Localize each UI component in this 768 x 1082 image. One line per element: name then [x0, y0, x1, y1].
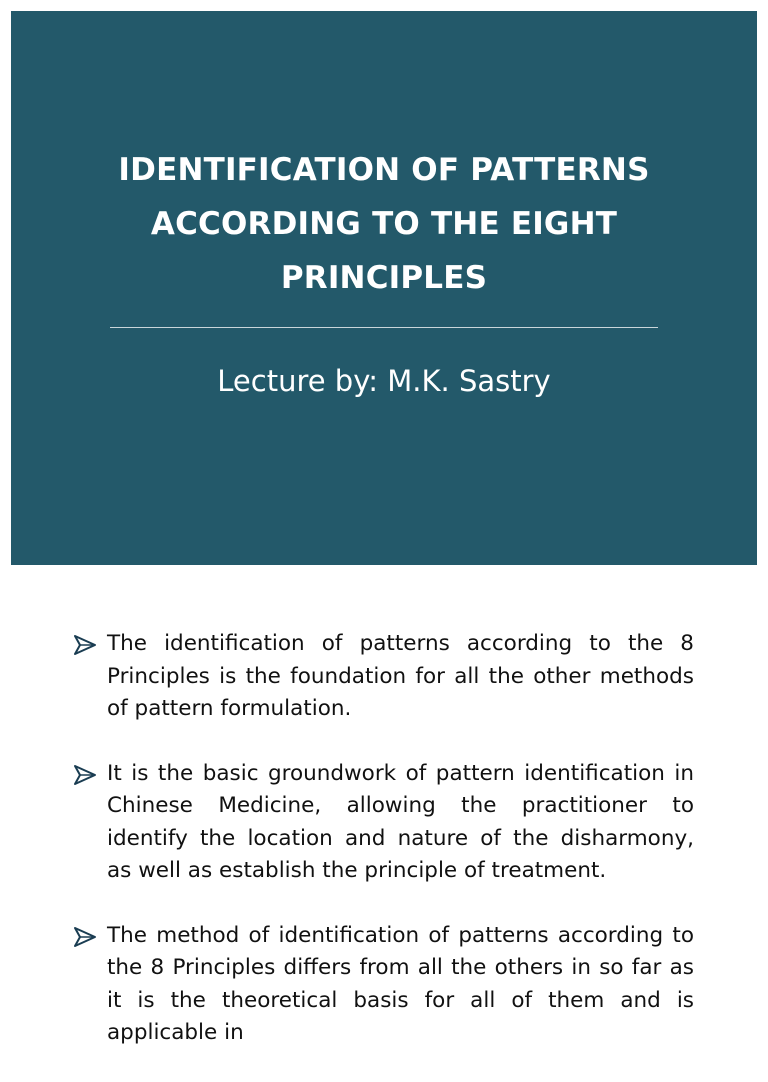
bullet-text-line: Chinese Medicine, allowing the practitioner to: [107, 793, 694, 818]
slide-title-line: ACCORDING TO THE EIGHT: [150, 206, 618, 242]
bullet-item: [72, 758, 694, 888]
page-edge: [758, 11, 768, 565]
bullet-text-line: the 8 Principles differs from all the others in so far as: [107, 955, 694, 980]
bullet-text-line: It is the basic groundwork of pattern identification in: [107, 760, 694, 786]
bullet-item: [72, 628, 694, 726]
bullet-list: [72, 628, 694, 1082]
bullet-item: [72, 920, 694, 1050]
arrowhead-bullet-icon: [74, 635, 96, 655]
bullet-text-line: as well as establish the principle of treatment.: [107, 858, 607, 883]
slide-title-line: IDENTIFICATION OF PATTERNS: [118, 152, 650, 188]
arrowhead-bullet-icon: [74, 927, 96, 947]
bullet-text-line: identify the location and nature of the disharmony,: [107, 825, 694, 851]
slide-subtitle: Lecture by: M.K. Sastry: [217, 364, 551, 398]
bullet-text-line: The method of identification of patterns according to: [107, 922, 694, 948]
bullet-text-line: it is the theoretical basis for all of them and is: [107, 987, 694, 1013]
title-slide: [11, 11, 757, 565]
title-divider: [110, 327, 658, 328]
bullet-text-line: The identification of patterns according to the 8: [107, 631, 694, 656]
slide-title: [51, 143, 717, 305]
arrowhead-bullet-icon: [74, 765, 96, 785]
slide-title-line: PRINCIPLES: [280, 260, 488, 296]
bullet-text-line: Principles is the foundation for all the other methods: [107, 663, 694, 689]
bullet-text-line: applicable in: [107, 1020, 244, 1045]
bullet-text-line: of pattern formulation.: [107, 696, 352, 721]
